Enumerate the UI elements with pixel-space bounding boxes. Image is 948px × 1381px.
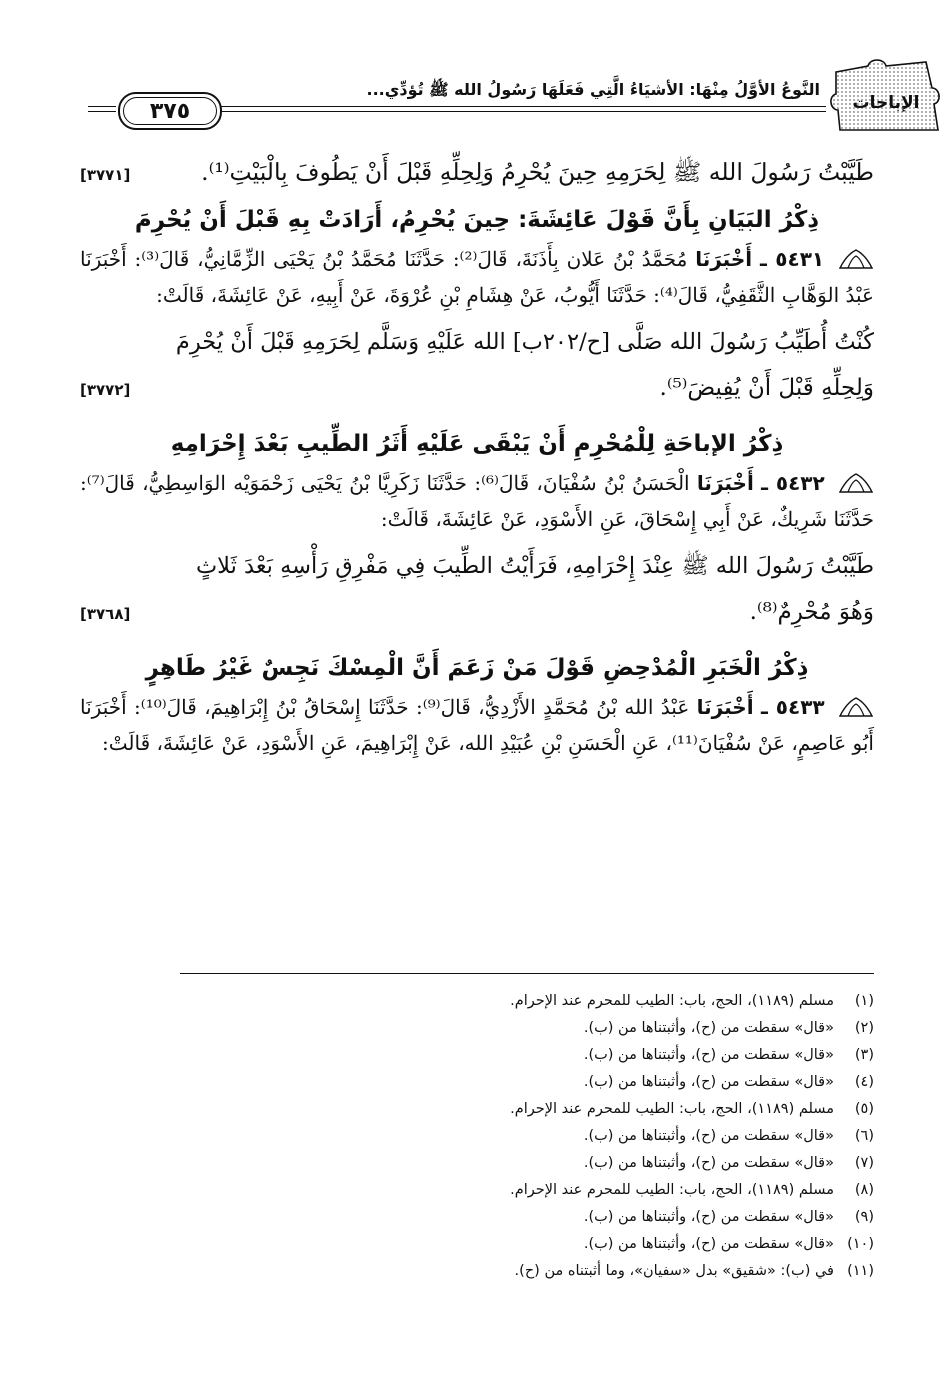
footnote-number: (٥) (854, 1101, 874, 1117)
isnad-text: الْحَسَنُ بْنُ سُفْيَانَ، قَالَ⁽⁶⁾: حَدَّثَنَا زَكَرِيَّا بْنُ يَحْيَى زَحْمَوَيْه الوَاسِطِيُّ، قَالَ⁽⁷⁾: حَدَّثَنَا شَرِيكٌ، عَنْ أَبِي إِسْحَاقَ، عَنِ الأَسْوَدِ، عَنْ عَائِشَةَ، قَالَتْ: (80, 471, 874, 531)
hadith-isnad (80, 241, 874, 313)
footnote-item (174, 1177, 874, 1204)
hadith-isnad (80, 465, 874, 537)
footnote-number: (٣) (854, 1047, 874, 1063)
matn-line: وَهُوَ مُحْرِمٌ⁽⁸⁾. (749, 599, 874, 625)
footnote-number: (٩) (854, 1209, 874, 1225)
footnote-text: «قال» سقطت من (ح)، وأثبتناها من (ب). (583, 1020, 834, 1036)
matn-line: كُنْتُ أُطَيِّبُ رَسُولَ الله صَلَّى [ح/٢٠٢ب] الله عَلَيْهِ وَسَلَّم لِحَرَمِهِ قَبْلَ أَنْ يُحْرِمَ (175, 329, 874, 355)
matn-line: وَلِحِلِّهِ قَبْلَ أَنْ يُفِيضَ⁽⁵⁾. (659, 375, 874, 401)
footnote-text: «قال» سقطت من (ح)، وأثبتناها من (ب). (583, 1236, 834, 1252)
footnote-item (174, 1123, 874, 1150)
footnote-number: (٢) (854, 1020, 874, 1036)
puzzle-piece-badge-icon (828, 58, 946, 134)
footnote-text: في (ب): «شقيق» بدل «سفيان»، وما أثبتناه من (ح). (514, 1263, 834, 1279)
isnad-text: عَبْدُ الله بْنُ مُحَمَّدٍ الأَزْدِيُّ، قَالَ⁽⁹⁾: حَدَّثَنَا إِسْحَاقُ بْنُ إِبْرَاهِيمَ، قَالَ⁽¹⁰⁾: أَخْبَرَنَا أَبُو عَاصِمٍ، عَنْ سُفْيَانَ⁽¹¹⁾، عَنِ الْحَسَنِ بْنِ عُبَيْدِ الله، عَنْ إِبْرَاهِيمَ، عَنِ الأَسْوَدِ، عَنْ عَائِشَةَ، قَالَتْ: (80, 695, 874, 755)
intro-text: طَيَّبْتُ رَسُولَ الله ﷺ لِحَرَمِهِ حِينَ يُحْرِمُ وَلِحِلِّهِ قَبْلَ أَنْ يَطُوفَ بِالْبَيْتِ⁽¹⁾. (201, 158, 874, 186)
hadith-ref: [٣٧٧٢] (80, 381, 131, 399)
footnote-text: «قال» سقطت من (ح)، وأثبتناها من (ب). (583, 1155, 834, 1171)
footnote-item (174, 1258, 874, 1285)
lotus-ornament-icon (838, 472, 874, 494)
footnote-text: «قال» سقطت من (ح)، وأثبتناها من (ب). (583, 1047, 834, 1063)
footnote-number: (١١) (847, 1263, 874, 1279)
hadith-isnad (80, 689, 874, 761)
lotus-ornament-icon (838, 248, 874, 270)
footnote-number: (٨) (854, 1182, 874, 1198)
lotus-ornament-icon (838, 696, 874, 718)
footnote-text: مسلم (١١٨٩)، الحج، باب: الطيب للمحرم عند الإحرام. (510, 993, 834, 1009)
hadith-matn (80, 543, 874, 637)
isnad-text: مُحَمَّدُ بْنُ عَلان بِأَذَنَةَ، قَالَ⁽²⁾: حَدَّثَنَا مُحَمَّدُ بْنُ يَحْيَى الزِّمَّانِيُّ، قَالَ⁽³⁾: أَخْبَرَنَا عَبْدُ الوَهَّابِ الثَّقَفِيُّ، قَالَ⁽⁴⁾: حَدَّثَنَا أَيُّوبُ، عَنْ هِشَامِ بْنِ عُرْوَةَ، عَنْ أَبِيهِ، عَنْ عَائِشَةَ، قَالَتْ: (80, 247, 874, 307)
footnote-number: (٤) (854, 1074, 874, 1090)
section-heading: ذِكْرُ الْخَبَرِ الْمُدْحِضِ قَوْلَ مَنْ زَعَمَ أَنَّ الْمِسْكَ نَجِسٌ غَيْرُ طَاهِرٍ (145, 655, 809, 681)
section-heading: ذِكْرُ الإباحَةِ لِلْمُحْرِمِ أَنْ يَبْقَى عَلَيْهِ أَثَرُ الطِّيبِ بَعْدَ إِحْرَامِهِ (170, 431, 784, 457)
page-header (88, 62, 920, 132)
footnote-text: «قال» سقطت من (ح)، وأثبتناها من (ب). (583, 1074, 834, 1090)
matn-end-row (80, 365, 874, 413)
footnote-item (174, 1231, 874, 1258)
hadith-ref: [٣٧٧١] (80, 166, 131, 184)
footnote-item (174, 988, 874, 1015)
footnote-number: (١) (854, 993, 874, 1009)
footnote-item (174, 1096, 874, 1123)
akhbarana-label: أَخْبَرَنَا (696, 695, 754, 719)
page-body (80, 150, 874, 761)
page-number: ٣٧٥ (118, 92, 222, 130)
footnote-text: مسلم (١١٨٩)، الحج، باب: الطيب للمحرم عند الإحرام. (510, 1101, 834, 1117)
hadith-number: ٥٤٣٢ ـ (761, 471, 825, 495)
akhbarana-label: أَخْبَرَنَا (696, 471, 754, 495)
footnote-item (174, 1150, 874, 1177)
matn-line: طَيَّبْتُ رَسُولَ الله ﷺ عِنْدَ إِحْرَامِهِ، فَرَأَيْتُ الطِّيبَ فِي مَفْرِقِ رَأْسِهِ بَعْدَ ثَلاثٍ (196, 553, 874, 579)
intro-line (80, 150, 874, 197)
hadith-number: ٥٤٣٣ ـ (760, 695, 825, 719)
footnote-text: مسلم (١١٨٩)، الحج، باب: الطيب للمحرم عند الإحرام. (510, 1182, 834, 1198)
footnote-item (174, 1015, 874, 1042)
header-rule (220, 106, 826, 112)
hadith-ref: [٣٧٦٨] (80, 605, 131, 623)
footnote-separator (180, 973, 874, 974)
footnote-number: (١٠) (847, 1236, 874, 1252)
footnote-text: «قال» سقطت من (ح)، وأثبتناها من (ب). (583, 1128, 834, 1144)
footnote-text: «قال» سقطت من (ح)، وأثبتناها من (ب). (583, 1209, 834, 1225)
footnote-number: (٦) (854, 1128, 874, 1144)
footnotes (174, 988, 874, 1285)
footnote-item (174, 1204, 874, 1231)
running-title: النَّوعُ الأوَّلُ مِنْهَا: الأشيَاءُ الَّتِي فَعَلَهَا رَسُولُ الله ﷺ تُؤدِّي... (366, 80, 820, 99)
footnote-number: (٧) (854, 1155, 874, 1171)
header-rule-left (88, 106, 116, 112)
hadith-matn (80, 319, 874, 413)
section-heading: ذِكْرُ البَيَانِ بِأَنَّ قَوْلَ عَائِشَةَ: حِينَ يُحْرِمُ، أَرَادَتْ بِهِ قَبْلَ أَنْ يُحْرِمَ (134, 207, 820, 233)
footnote-item (174, 1069, 874, 1096)
hadith-number: ٥٤٣١ ـ (759, 247, 825, 271)
footnote-item (174, 1042, 874, 1069)
section-badge-label: الإباحات (852, 93, 920, 113)
matn-end-row (80, 589, 874, 637)
akhbarana-label: أَخْبَرَنَا (695, 247, 753, 271)
